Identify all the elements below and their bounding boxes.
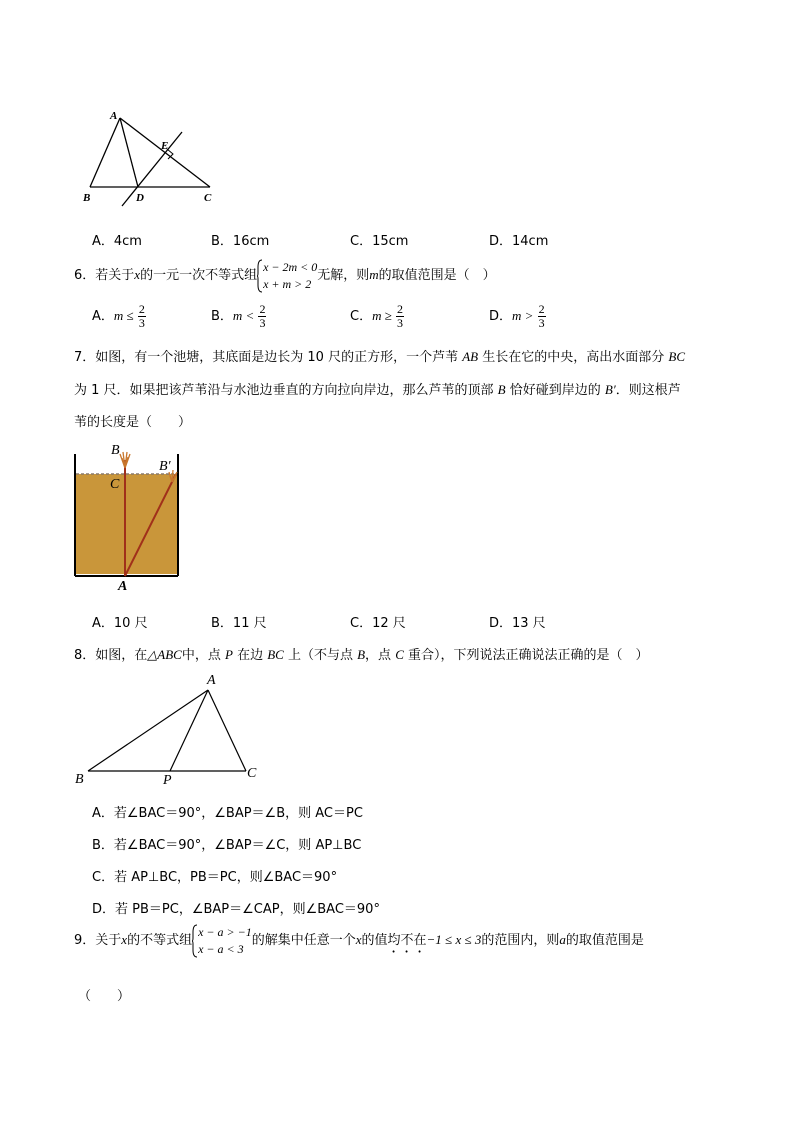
q6-prefix: 6．若关于: [74, 268, 135, 283]
label-E: E: [161, 140, 169, 152]
q8-text: 上（不与点: [283, 648, 358, 663]
q8-option-a[interactable]: A．若∠BAC＝90°，∠BAP＝∠B，则 AC＝PC: [92, 806, 363, 821]
q6-option-a-fraction: [138, 303, 146, 330]
label-A: A: [207, 673, 216, 688]
q8-var-b: B: [357, 647, 366, 662]
q8-text: 重合），下列说法正确说法正确的是（ ）: [403, 648, 649, 663]
q6-var-m: m: [369, 267, 379, 282]
q7-text: 恰好碰到岸边的: [505, 383, 605, 398]
q8-option-d[interactable]: D．若 PB＝PC，∠BAP＝∠CAP，则∠BAC＝90°: [92, 902, 380, 917]
q6-option-c-rel: m ≥: [372, 308, 392, 323]
q6-option-b[interactable]: [211, 303, 266, 330]
q5-option-d[interactable]: D．14cm: [489, 234, 549, 249]
q9-brace: [192, 924, 198, 958]
q6-option-a-rel: m ≤: [113, 308, 134, 323]
q6-option-c[interactable]: [350, 303, 404, 330]
denominator: 3: [397, 316, 403, 330]
q6-option-c-label: C．: [350, 309, 373, 324]
q7-option-b[interactable]: B．11 尺: [211, 616, 267, 631]
q9-text: 的值: [361, 933, 388, 948]
q6-option-d-label: D．: [489, 309, 513, 324]
q7-var-ab: AB: [462, 349, 479, 364]
water: [76, 474, 178, 574]
q6-option-c-fraction: [396, 303, 404, 330]
q7-text: 7．如图，有一个池塘，其底面是边长为 10 尺的正方形，一个芦苇: [74, 350, 463, 365]
q9-ineq2: x − a < 3: [198, 941, 244, 956]
denominator: 3: [538, 316, 545, 330]
q6-system: [263, 259, 317, 293]
q7-line-1: [74, 346, 685, 365]
q6-option-b-label: B．: [211, 309, 233, 324]
q6-option-b-rel: m <: [232, 308, 255, 323]
q6-option-d-rel: m >: [512, 308, 534, 323]
q9-range: −1 ≤ x ≤ 3: [426, 932, 482, 947]
q8-var-c: C: [395, 647, 404, 662]
label-A: A: [118, 579, 128, 594]
label-P: P: [163, 773, 172, 788]
label-B: B: [111, 443, 120, 458]
q7-text: 为 1 尺．如果把该芦苇沿与水池边垂直的方向拉向岸边，那么芦苇的顶部: [74, 383, 498, 398]
numerator: 2: [259, 302, 266, 316]
numerator: 2: [538, 302, 545, 316]
q7-var-bc: BC: [668, 349, 685, 364]
q8-triangle-figure: [70, 670, 270, 788]
q6-question: [74, 257, 496, 294]
label-C: C: [110, 477, 120, 492]
q5-option-a[interactable]: A．4cm: [92, 234, 142, 249]
q8-question: [74, 644, 649, 663]
q8-triangle: △ABC: [147, 647, 182, 662]
q6-suffix1: 无解，则: [317, 268, 370, 283]
q8-text: 8．如图，在: [74, 648, 148, 663]
segment-AC: [208, 690, 246, 771]
segment-AD: [120, 118, 138, 187]
q5-option-b[interactable]: B．16cm: [211, 234, 270, 249]
q7-pond-figure: [70, 442, 190, 592]
q9-text: 的不等式组: [127, 933, 193, 948]
label-C: C: [247, 766, 257, 781]
numerator: 2: [138, 302, 145, 316]
q9-ineq1: x − a > −1: [198, 924, 252, 939]
q6-ineq2: x + m > 2: [263, 276, 312, 291]
q8-text: ，点: [365, 648, 396, 663]
q9-text: 的解集中任意一个: [251, 933, 356, 948]
q6-suffix2: 的取值范围是（ ）: [378, 268, 496, 283]
segment-AB: [88, 690, 208, 771]
q7-var-b: B: [497, 382, 506, 397]
q9-text: 的范围内，则: [481, 933, 560, 948]
q5-triangle-figure: [80, 108, 220, 208]
q9-question: [74, 922, 644, 959]
q6-ineq1: x − 2m < 0: [263, 259, 318, 274]
q6-option-d-fraction: [538, 303, 546, 330]
label-C: C: [204, 192, 212, 204]
q6-var-x: x: [134, 267, 141, 282]
q7-line-3: 苇的长度是（ ）: [74, 415, 192, 430]
q8-var-p: P: [224, 647, 233, 662]
q5-option-c[interactable]: C．15cm: [350, 234, 409, 249]
label-D: D: [136, 192, 144, 204]
q8-option-c[interactable]: C．若 AP⊥BC，PB＝PC，则∠BAC＝90°: [92, 870, 338, 885]
q6-option-a[interactable]: [92, 303, 146, 330]
q6-option-b-fraction: [258, 303, 266, 330]
q8-option-b[interactable]: B．若∠BAC＝90°，∠BAP＝∠C，则 AP⊥BC: [92, 838, 362, 853]
label-B-prime: B′: [159, 459, 171, 474]
q7-text: ．则这根芦: [615, 383, 681, 398]
q9-text: 的取值范围是: [565, 933, 644, 948]
q8-text: 在边: [232, 648, 268, 663]
label-B: B: [75, 772, 84, 787]
q9-emphasis-text: 均不在: [387, 933, 427, 948]
q8-var-bc: BC: [267, 647, 284, 662]
q6-brace: [257, 259, 263, 293]
label-A: A: [110, 110, 118, 122]
q6-mid: 的一元一次不等式组: [140, 268, 258, 283]
q9-var-x: x: [121, 932, 128, 947]
q7-line-2: [74, 379, 681, 398]
denominator: 3: [138, 316, 145, 330]
segment-AB: [90, 118, 120, 187]
numerator: 2: [397, 302, 403, 316]
q7-option-d[interactable]: D．13 尺: [489, 616, 546, 631]
q9-var-x: x: [355, 932, 362, 947]
q9-var-a: a: [559, 932, 566, 947]
q9-text: 9．关于: [74, 933, 122, 948]
q9-system: [198, 924, 252, 958]
q7-option-c[interactable]: C．12 尺: [350, 616, 406, 631]
q6-option-d[interactable]: [489, 303, 546, 330]
q8-text: 中，点: [181, 648, 225, 663]
q7-var-bprime: B′: [604, 382, 616, 397]
q9-answer-paren: （ ）: [78, 989, 131, 1004]
label-B: B: [83, 192, 91, 204]
q6-option-a-label: A．: [92, 309, 114, 324]
q7-option-a[interactable]: A．10 尺: [92, 616, 148, 631]
q7-text: 生长在它的中央，高出水面部分: [478, 350, 669, 365]
denominator: 3: [259, 316, 266, 330]
